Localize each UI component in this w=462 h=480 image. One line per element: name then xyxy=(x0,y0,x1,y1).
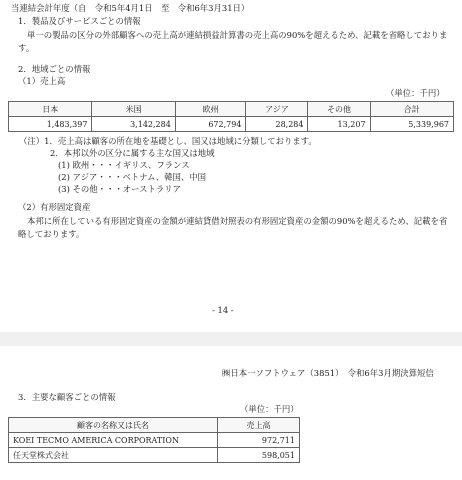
table-row xyxy=(9,117,454,132)
fiscal-year-heading: 当連結会計年度（自 令和5年4月1日 至 令和6年3月31日） xyxy=(11,3,250,13)
header-cell: その他 xyxy=(308,102,370,117)
section-1-body: 単一の製品の区分の外部顧客への売上高が連結損益計算書の売上高の90%を超えるため、記載を省略しておりま す。 xyxy=(18,30,448,53)
note-line: 2．本邦以外の区分に属する主な国又は地域 xyxy=(50,148,215,158)
page-number: - 14 - xyxy=(212,305,234,315)
table-row xyxy=(9,448,300,463)
header-cell: 米国 xyxy=(92,102,175,117)
header-cell: 合計 xyxy=(370,102,453,117)
value-cell: 28,284 xyxy=(246,117,308,132)
section-1-heading: 1．製品及びサービスごとの情報 xyxy=(18,16,141,26)
header-cell: 欧州 xyxy=(175,102,246,117)
page-gap xyxy=(0,332,462,346)
customer-name: KOEI TECMO AMERICA CORPORATION xyxy=(9,433,218,448)
customer-amount: 972,711 xyxy=(218,433,300,448)
table-row xyxy=(9,433,300,448)
unit-label: （単位：千円） xyxy=(240,404,299,414)
note-line: (3) その他・・・オーストラリア xyxy=(58,184,181,194)
note-line: (1) 欧州・・・イギリス、フランス xyxy=(58,160,190,170)
section-2-sub2-body: 本邦に所在している有形固定資産の金額が連結貸借対照表の有形固定資産の金額の90%を超えるため、記載を省略しております。 xyxy=(18,216,448,239)
value-cell: 672,794 xyxy=(175,117,246,132)
value-cell: 13,207 xyxy=(308,117,370,132)
note-line: (2) アジア・・・ベトナム、韓国、中国 xyxy=(58,172,207,182)
header-cell: アジア xyxy=(246,102,308,117)
section-2-sub1: （1）売上高 xyxy=(18,76,66,86)
value-cell: 1,483,397 xyxy=(9,117,92,132)
value-cell: 3,142,284 xyxy=(92,117,175,132)
customer-table xyxy=(8,417,300,463)
region-table xyxy=(8,101,454,132)
header-cell: 売上高 xyxy=(218,418,300,433)
customer-name: 任天堂株式会社 xyxy=(9,448,218,463)
table-header-row xyxy=(9,102,454,117)
header-cell: 顧客の名称又は氏名 xyxy=(9,418,218,433)
header-cell: 日本 xyxy=(9,102,92,117)
section-3-heading: 3．主要な顧客ごとの情報 xyxy=(18,392,116,402)
section-2-heading: 2．地域ごとの情報 xyxy=(18,64,91,74)
page-2 xyxy=(0,346,462,480)
section-2-sub2: （2）有形固定資産 xyxy=(18,202,91,212)
customer-amount: 598,051 xyxy=(218,448,300,463)
note-line: （注）1．売上高は顧客の所在地を基礎とし、国又は地域に分類しております。 xyxy=(19,136,317,146)
value-cell: 5,339,967 xyxy=(370,117,453,132)
unit-label: （単位：千円） xyxy=(386,88,445,98)
table-header-row xyxy=(9,418,300,433)
document-header: ㈱日本一ソフトウェア（3851） 令和6年3月期決算短信 xyxy=(222,368,434,378)
